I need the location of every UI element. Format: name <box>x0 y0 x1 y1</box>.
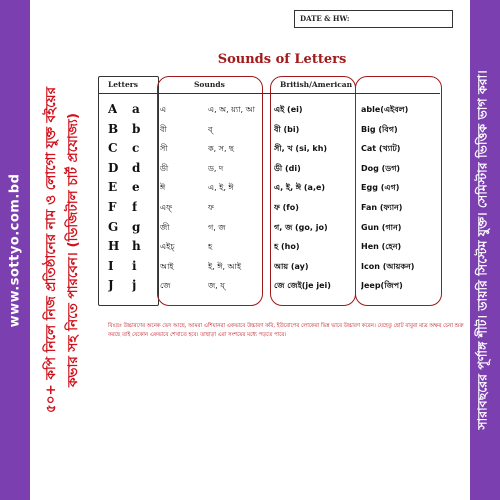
table-row <box>98 276 440 295</box>
letter-uppercase: J <box>108 278 114 293</box>
letter-name-sound: ঈ <box>160 183 166 193</box>
letter-uppercase: D <box>108 160 119 175</box>
letter-lowercase: c <box>132 141 140 156</box>
letter-sounds: ফ <box>208 203 214 212</box>
letter-uppercase: H <box>108 239 120 254</box>
letter-name-sound: জী <box>160 222 170 232</box>
letter-uppercase: G <box>108 219 119 234</box>
features-band <box>470 0 500 500</box>
letter-sounds: ই, ঈ, আই <box>208 261 242 271</box>
letter-uppercase: B <box>108 121 119 136</box>
date-hw-box: DATE & HW: <box>294 10 453 28</box>
letter-lowercase: j <box>132 278 137 293</box>
table-row <box>98 159 440 178</box>
letter-name-sound: সী <box>160 144 168 154</box>
header-divider <box>98 93 440 94</box>
letter-sounds: ড, দ <box>208 163 224 173</box>
table-row <box>98 100 440 119</box>
header-british: British/American <box>280 80 353 89</box>
letter-name-sound: এফ্ <box>160 203 172 212</box>
letter-lowercase: a <box>132 102 140 116</box>
example-word: Icon (আয়কন) <box>361 261 415 271</box>
letter-name-sound: আই <box>160 261 174 271</box>
table-row <box>98 139 440 158</box>
table-row <box>98 237 440 256</box>
table-row <box>98 257 440 276</box>
letter-lowercase: h <box>132 239 141 254</box>
website-band <box>0 0 30 500</box>
letter-sounds: হ <box>208 242 213 252</box>
british-sound: আয় (ay) <box>274 261 309 271</box>
example-word: Gun (গান) <box>361 222 402 232</box>
header-letters: Letters <box>108 80 138 89</box>
promo-line-2: কভার সহ নিতে পারবেন। (ডিজিটাল চার্ট প্রযোজ্য) <box>65 112 82 388</box>
british-sound: বী (bi) <box>274 124 300 134</box>
letter-name-sound: ডী <box>160 163 169 173</box>
letter-name-sound: এইচ্ <box>160 242 175 252</box>
example-word: Dog (ডগ) <box>361 163 401 173</box>
table-row <box>98 178 440 197</box>
british-sound: গ, জ (go, jo) <box>274 222 328 232</box>
promo-band <box>30 0 94 500</box>
example-word: able(এইবল) <box>361 105 409 114</box>
letter-lowercase: d <box>132 160 141 175</box>
british-sound: এ, ই, ঈ (a,e) <box>274 183 326 193</box>
letter-name-sound: এ <box>160 105 167 114</box>
british-sound: এই (ei) <box>274 105 303 114</box>
letter-sounds: জ, য্ <box>208 281 225 291</box>
table-row <box>98 120 440 139</box>
features-text: সারাবছরের পূর্ণাঙ্গ শীট। ডায়রি সিস্টেম যুক্ত। সেমিস্টার ভিত্তিক ভাগ করা। <box>475 70 491 430</box>
example-word: Hen (হেন) <box>361 242 402 252</box>
table-row <box>98 198 440 217</box>
footnote: বিঃদ্রঃ উচ্চারণের অনেক ভেদ আছে, আমরা এশিয়ানরা একভাবে উচ্চারণ করি, ইউরোপের লোকেরা ভিন্ন ভাবে উচ্চারণ করেন। যেহেতু ছোট বাবুরা মাত্র অক্ষর চেনা শুরু করছে তাই যেকোন একভাবে শেখাতে হবে। তাছাড়া এরা সংশয়ের মধ্যে পড়তে পারে। <box>108 323 464 338</box>
letter-sounds: গ, জ <box>208 222 226 232</box>
letter-name-sound: জে <box>160 281 171 291</box>
letter-lowercase: f <box>132 200 138 214</box>
letter-lowercase: g <box>132 219 141 234</box>
promo-line-1: ৫০+ কপি নিলে নিজ প্রতিষ্ঠানের নাম ও লোগো যুক্ত বইয়ের <box>43 87 60 413</box>
example-word: Egg (এগ) <box>361 183 400 193</box>
letter-lowercase: b <box>132 121 141 136</box>
letter-sounds: ক, স, ছ <box>208 144 234 154</box>
letter-name-sound: বী <box>160 124 167 134</box>
example-word: Big (বিগ) <box>361 124 398 134</box>
table-row <box>98 218 440 237</box>
website-url: www.sottyo.com.bd <box>7 173 23 327</box>
header-sounds: Sounds <box>194 80 225 89</box>
letter-uppercase: E <box>108 180 118 195</box>
letter-uppercase: I <box>108 258 114 273</box>
example-word: Jeep(জিপ) <box>361 281 403 291</box>
letter-uppercase: F <box>108 200 117 214</box>
letter-sounds: ব্ <box>208 124 213 134</box>
letter-uppercase: A <box>108 102 118 116</box>
british-sound: জে জেই(je jei) <box>274 281 331 291</box>
letter-sounds: এ, অ, য়্যা, আ <box>208 105 255 114</box>
page-title: Sounds of Letters <box>217 52 347 67</box>
letter-uppercase: C <box>108 141 118 156</box>
british-sound: ফ (fo) <box>274 203 299 212</box>
letter-lowercase: e <box>132 180 140 195</box>
letter-lowercase: i <box>132 258 137 273</box>
british-sound: হ (ho) <box>274 242 300 252</box>
british-sound: সী, খ (si, kh) <box>274 144 328 154</box>
british-sound: ডী (di) <box>274 163 301 173</box>
letter-sounds: এ, ই, ঈ <box>208 183 234 193</box>
example-word: Fan (ফ্যান) <box>361 203 403 212</box>
example-word: Cat (খ্যাট) <box>361 144 401 154</box>
worksheet <box>94 0 470 500</box>
